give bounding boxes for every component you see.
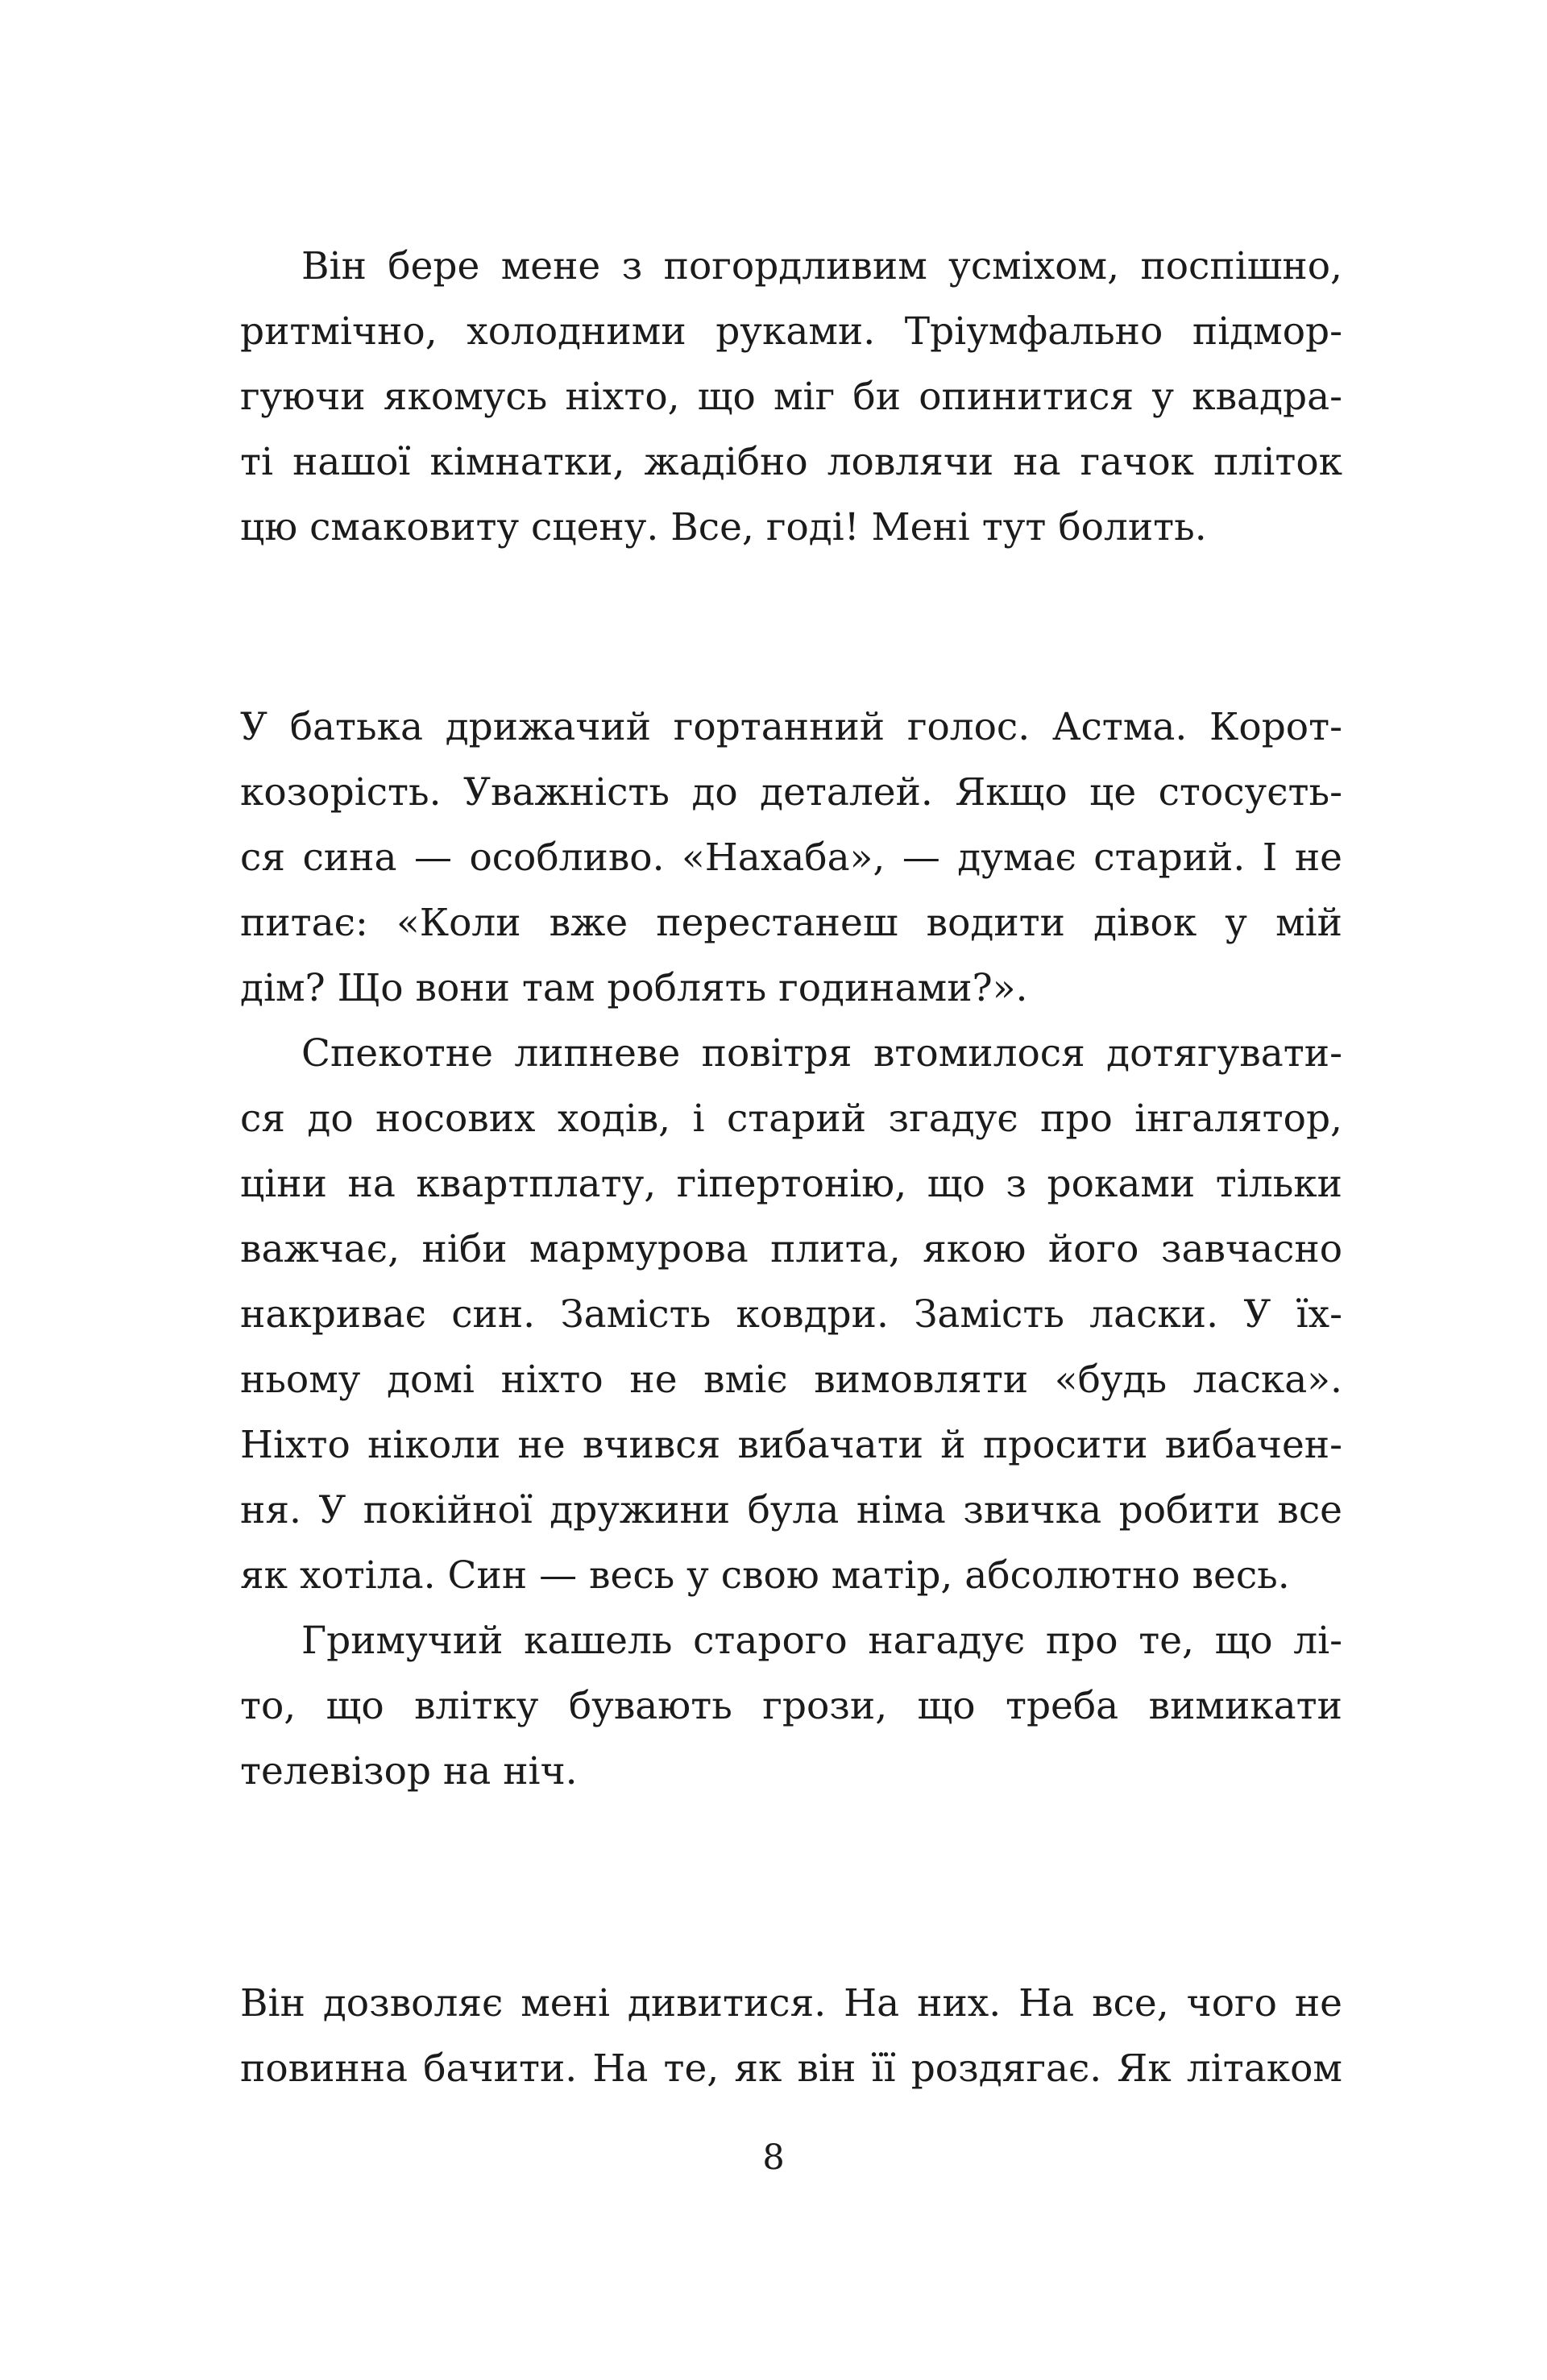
- text-line: козорість. Уважність до деталей. Якщо це стосуєть-: [240, 770, 1342, 815]
- text-section-3: [240, 1971, 1342, 2101]
- text-line: Він бере мене з погордливим усміхом, поспішно,: [301, 244, 1342, 288]
- paragraph: [240, 1971, 1342, 2101]
- text-line: питає: «Коли вже перестанеш водити дівок у мій: [240, 901, 1342, 945]
- paragraph: [240, 234, 1342, 560]
- text-section-1: [240, 234, 1342, 560]
- text-line: Ніхто ніколи не вчився вибачати й просити вибачен-: [240, 1423, 1342, 1467]
- text-line: ньому домі ніхто не вміє вимовляти «будь ласка».: [240, 1358, 1342, 1402]
- text-line: Він дозволяє мені дивитися. На них. На все, чого не: [240, 1981, 1342, 2025]
- text-line: ціни на квартплату, гіпертонію, що з роками тільки: [240, 1162, 1342, 1206]
- text-line: повинна бачити. На те, як він її роздягає. Як літаком: [240, 2046, 1342, 2091]
- text-line: цю смаковиту сцену. Все, годі! Мені тут болить.: [240, 505, 1207, 549]
- paragraph: [240, 1608, 1342, 1804]
- text-line: ритмічно, холодними руками. Тріумфально підмор-: [240, 309, 1342, 354]
- paragraph: [240, 1021, 1342, 1608]
- text-line: Гримучий кашель старого нагадує про те, що лі-: [301, 1619, 1342, 1663]
- text-line: ся сина — особливо. «Нахаба», — думає старий. І не: [240, 835, 1342, 880]
- text-line: то, що влітку бувають грози, що треба вимикати: [240, 1684, 1342, 1728]
- text-line: У батька дрижачий гортанний голос. Астма. Корот-: [240, 705, 1342, 749]
- text-line: Спекотне липневе повітря втомилося дотягувати-: [301, 1031, 1342, 1076]
- text-line: ті нашої кімнатки, жадібно ловлячи на гачок пліток: [240, 440, 1342, 484]
- text-line: телевізор на ніч.: [240, 1749, 578, 1793]
- text-line: ня. У покійної дружини була німа звичка робити все: [240, 1488, 1342, 1532]
- text-line: накриває син. Замість ковдри. Замість ласки. У їх-: [240, 1292, 1342, 1337]
- text-line: дім? Що вони там роблять годинами?».: [240, 966, 1028, 1010]
- text-line: важчає, ніби мармурова плита, якою його завчасно: [240, 1227, 1342, 1271]
- text-line: як хотіла. Син — весь у свою матір, абсолютно весь.: [240, 1553, 1290, 1598]
- text-line: ся до носових ходів, і старий згадує про інгалятор,: [240, 1097, 1342, 1141]
- text-section-2: [240, 695, 1342, 1804]
- paragraph: [240, 695, 1342, 1021]
- page-number: 8: [762, 2137, 785, 2178]
- text-line: гуючи якомусь ніхто, що міг би опинитися у квадра-: [240, 375, 1342, 419]
